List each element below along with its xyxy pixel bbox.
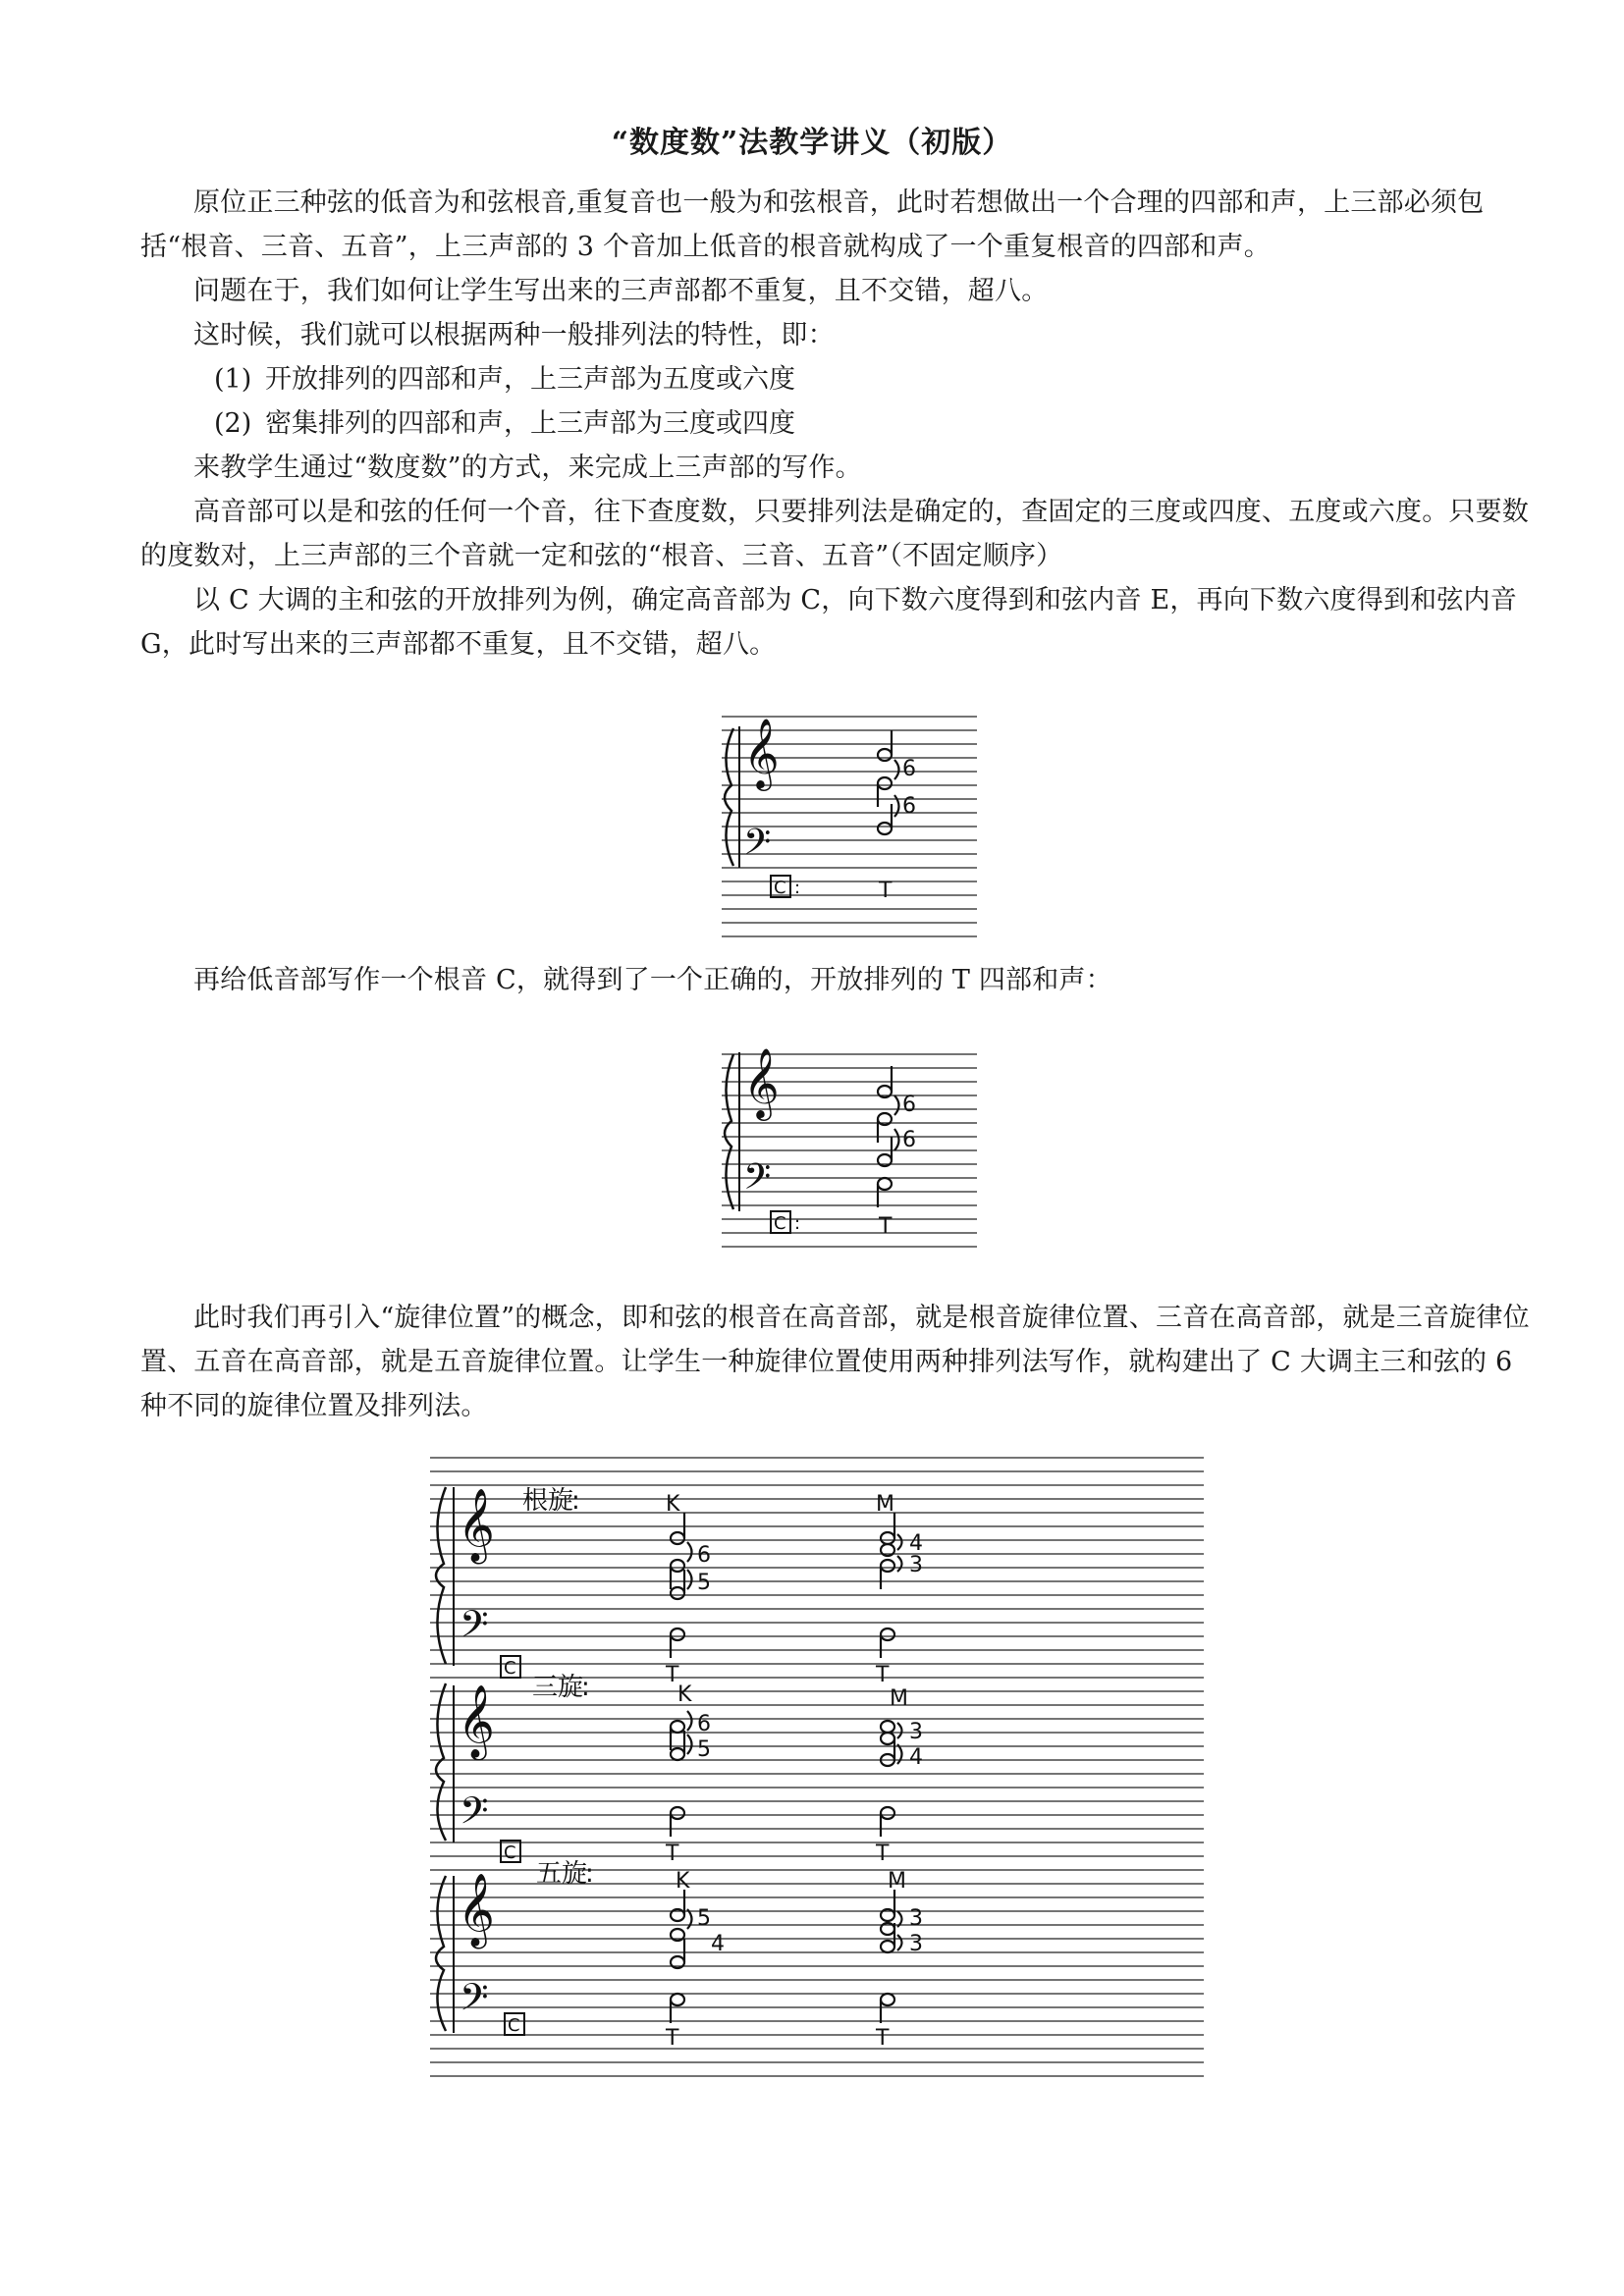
melody-position-row-fifth xyxy=(436,1859,923,2051)
tag-label: M xyxy=(890,1686,908,1711)
interval-label: 5 xyxy=(697,1906,711,1931)
interval-label: 5 xyxy=(697,1571,711,1595)
interval-label: 4 xyxy=(909,1745,923,1770)
interval-label: 4 xyxy=(711,1932,725,1956)
interval-label: 6 xyxy=(902,794,916,819)
key-label: C xyxy=(504,1842,516,1863)
treble-clef-icon: 𝄞 xyxy=(458,1489,495,1562)
function-label: T xyxy=(879,879,893,903)
paragraph-6: 以 C 大调的主和弦的开放排列为例，确定高音部为 C，向下数六度得到和弦内音 E，再向下数六度得到和弦内音 G，此时写出来的三声部都不重复，且不交错，超八。 xyxy=(140,585,1517,660)
interval-label: 3 xyxy=(909,1906,923,1931)
tag-label: M xyxy=(888,1869,906,1894)
list-number: (2) xyxy=(214,408,252,439)
colon-mark: : xyxy=(794,1213,801,1234)
treble-clef-icon: 𝄞 xyxy=(743,717,780,788)
paragraph-2: 问题在于，我们如何让学生写出来的三声部都不重复，且不交错，超八。 xyxy=(193,276,1049,306)
key-label: C xyxy=(508,2015,520,2036)
key-label: C xyxy=(774,1213,786,1234)
interval-label: 3 xyxy=(909,1720,923,1744)
brace-icon xyxy=(725,1054,733,1209)
tag-label: K xyxy=(666,1492,680,1517)
function-label: T xyxy=(876,1663,890,1687)
list-text: 密集排列的四部和声，上三声部为三度或四度 xyxy=(265,408,795,439)
treble-clef-icon: 𝄞 xyxy=(458,1874,495,1947)
paragraph-1: 原位正三种弦的低音为和弦根音,重复音也一般为和弦根音，此时若想做出一个合理的四部和声，上三部必须包括“根音、三音、五音”，上三声部的 3 个音加上低音的根音就构成了一个重复根音的四部和声。 xyxy=(140,187,1485,262)
interval-label: 6 xyxy=(902,1128,916,1152)
key-label: C xyxy=(504,1658,516,1679)
brace-icon xyxy=(436,1487,446,1664)
melody-position-row-root xyxy=(436,1486,923,1687)
list-item-1 xyxy=(214,357,795,401)
key-label: C xyxy=(774,878,786,898)
colon-mark: : xyxy=(581,1673,590,1702)
function-label: T xyxy=(666,1842,679,1866)
colon-mark: : xyxy=(794,878,801,898)
brace-icon xyxy=(436,1683,446,1841)
paragraph-8: 此时我们再引入“旋律位置”的概念，即和弦的根音在高音部，就是根音旋律位置、三音在高音部，就是三音旋律位置、五音在高音部，就是五音旋律位置。让学生一种旋律位置使用两种排列法写作，就构建出了 C 大调主三和弦的 6 种不同的旋律位置及排列法。 xyxy=(140,1303,1530,1421)
function-label: T xyxy=(876,2026,890,2051)
bass-clef-icon: 𝄢 xyxy=(743,822,772,872)
list-number: (1) xyxy=(214,364,252,395)
paragraph-5: 高音部可以是和弦的任何一个音，往下查度数，只要排列法是确定的，查固定的三度或四度、五度或六度。只要数的度数对，上三声部的三个音就一定和弦的“根音、三音、五音”（不固定顺序） xyxy=(140,497,1529,571)
interval-label: 6 xyxy=(697,1712,711,1736)
row-label: 根旋 xyxy=(522,1486,574,1516)
music-figure-3 xyxy=(424,1448,1210,2096)
interval-label: 5 xyxy=(697,1737,711,1762)
bass-clef-icon: 𝄢 xyxy=(743,1156,772,1206)
colon-mark: : xyxy=(571,1486,580,1516)
treble-clef-icon: 𝄞 xyxy=(743,1046,780,1118)
brace-icon xyxy=(725,728,733,866)
interval-label: 4 xyxy=(909,1531,923,1556)
interval-label: 3 xyxy=(909,1932,923,1956)
bass-clef-icon: 𝄢 xyxy=(460,1789,489,1842)
row-label: 三旋 xyxy=(532,1673,584,1702)
function-label: T xyxy=(876,1842,890,1866)
treble-clef-icon: 𝄞 xyxy=(458,1685,495,1758)
interval-label: 6 xyxy=(697,1543,711,1568)
function-label: T xyxy=(666,2026,679,2051)
paragraph-4: 来教学生通过“数度数”的方式，来完成上三声部的写作。 xyxy=(193,453,862,483)
bass-clef-icon: 𝄢 xyxy=(460,1975,489,2028)
interval-label: 6 xyxy=(902,757,916,781)
interval-label: 6 xyxy=(902,1093,916,1117)
row-label: 五旋 xyxy=(536,1859,588,1889)
list-item-2 xyxy=(214,401,795,446)
colon-mark: : xyxy=(585,1859,594,1889)
paragraph-7: 再给低音部写作一个根音 C，就得到了一个正确的，开放排列的 T 四部和声： xyxy=(193,965,1112,995)
music-figure-1 xyxy=(712,709,987,944)
tag-label: K xyxy=(676,1869,690,1894)
tag-label: M xyxy=(876,1492,894,1517)
tag-label: K xyxy=(677,1682,692,1707)
function-label: T xyxy=(879,1214,893,1239)
bass-clef-icon: 𝄢 xyxy=(460,1602,489,1655)
function-label: T xyxy=(666,1663,679,1687)
document-title: “数度数”法教学讲义（初版） xyxy=(611,126,1013,160)
music-figure-2 xyxy=(712,1039,987,1255)
interval-label: 3 xyxy=(909,1553,923,1577)
melody-position-row-third xyxy=(436,1673,923,1866)
list-text: 开放排列的四部和声，上三声部为五度或六度 xyxy=(265,364,795,395)
paragraph-3: 这时候，我们就可以根据两种一般排列法的特性，即： xyxy=(193,320,835,350)
